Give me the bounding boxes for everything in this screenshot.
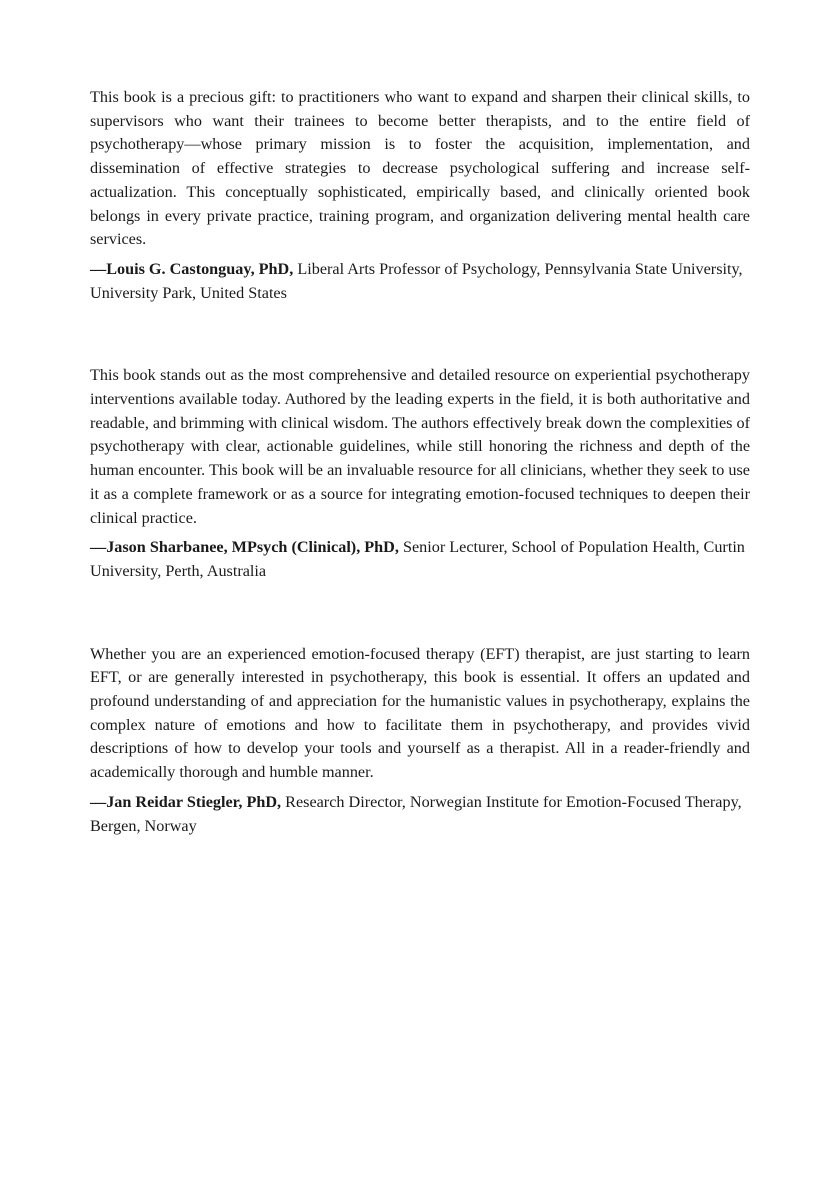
endorser-name: —Jason Sharbanee, MPsych (Clinical), PhD, (90, 538, 399, 557)
endorsement-quote: Whether you are an experienced emotion-focused therapy (EFT) therapist, are just starting to learn EFT, or are generally interested in psychotherapy, this book is essential. It offers an updated and profound understanding of and appreciation for the humanistic values in psychotherapy, explains the complex nature of emotions and how to facilitate them in psychotherapy, and provides vivid descriptions of how to develop your tools and yourself as a therapist. All in a reader-friendly and academically thorough and humble manner. (90, 644, 750, 782)
endorsement-castonguay (90, 86, 750, 305)
endorser-affiliation: Liberal Arts Professor of Psychology, Pennsylvania State University, University Park, United States (90, 259, 743, 302)
endorser-affiliation: Research Director, Norwegian Institute for Emotion-Focused Therapy, Bergen, Norway (90, 792, 742, 835)
endorser-name: —Jan Reidar Stiegler, PhD, (90, 792, 282, 811)
endorsement-attribution (90, 258, 750, 305)
endorser-name: —Louis G. Castonguay, PhD, (90, 259, 294, 278)
endorsement-sharbanee (90, 364, 750, 583)
endorsement-quote: This book is a precious gift: to practitioners who want to expand and sharpen their clinical skills, to supervisors who want their trainees to become better therapists, and to the entire field of psychotherapy—whose primary mission is to foster the acquisition, implementation, and dissemination of effective strategies to decrease psychological suffering and increase self-actualization. This conceptually sophisticated, empirically based, and clinically oriented book belongs in every private practice, training program, and organization delivering mental health care services. (90, 88, 750, 249)
endorsement-quote: This book stands out as the most comprehensive and detailed resource on experiential psychotherapy interventions available today. Authored by the leading experts in the field, it is both authoritative and readable, and brimming with clinical wisdom. The authors effectively break down the complexities of psychotherapy with clear, actionable guidelines, while still honoring the richness and depth of the human encounter. This book will be an invaluable resource for all clinicians, whether they seek to use it as a complete framework or as a source for integrating emotion-focused techniques to deepen their clinical practice. (90, 366, 750, 527)
endorsement-attribution (90, 536, 750, 583)
endorsements-page (90, 86, 750, 838)
endorsement-stiegler (90, 643, 750, 839)
endorsement-attribution (90, 791, 750, 838)
endorser-affiliation: Senior Lecturer, School of Population Health, Curtin University, Perth, Australia (90, 538, 745, 580)
